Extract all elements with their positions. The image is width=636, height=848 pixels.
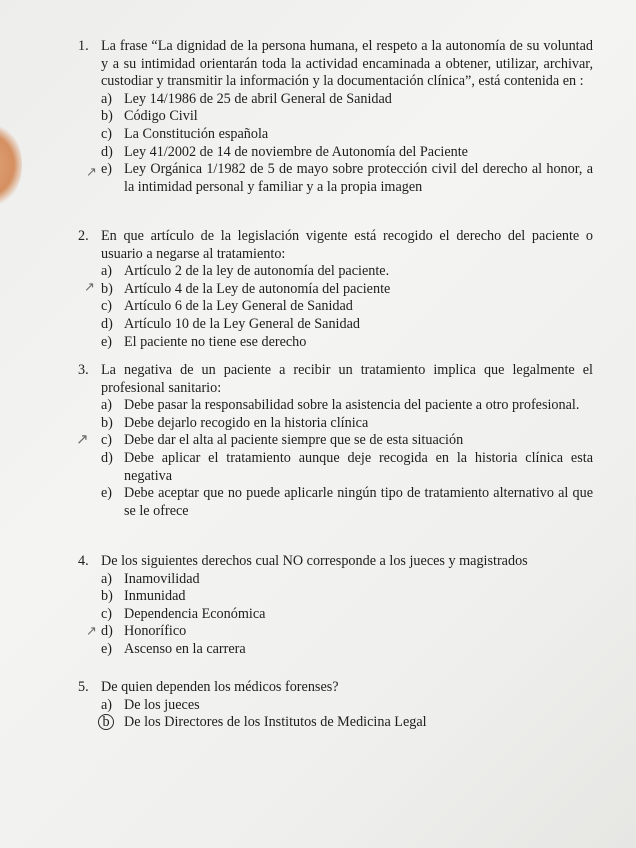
- option-b: [101, 281, 593, 299]
- answer-circle-mark: b: [98, 714, 114, 730]
- question-stem: La negativa de un paciente a recibir un tratamiento implica que legalmente el profesional sanitario:: [101, 362, 593, 396]
- option-letter: a): [101, 570, 113, 587]
- option-text: Debe dar el alta al paciente siempre que se de esta situación: [124, 432, 464, 449]
- option-text: Dependencia Económica: [124, 605, 266, 622]
- option-b: [101, 108, 593, 126]
- option-c: [101, 432, 593, 450]
- option-text: Artículo 2 de la ley de autonomía del paciente.: [124, 263, 390, 280]
- option-letter: b): [101, 414, 113, 431]
- option-letter: d): [101, 315, 113, 332]
- option-text: Debe dejarlo recogido en la historia clínica: [124, 414, 369, 431]
- option-letter: c): [101, 298, 113, 315]
- option-text: Artículo 6 de la Ley General de Sanidad: [124, 298, 353, 315]
- question-5: [78, 679, 593, 732]
- option-letter: b): [101, 588, 113, 605]
- option-letter: c): [101, 125, 113, 142]
- question-stem: De los siguientes derechos cual NO corresponde a los jueces y magistrados: [101, 553, 528, 569]
- question-number: 4.: [78, 553, 89, 569]
- option-e: [101, 485, 593, 520]
- option-letter: e): [101, 161, 113, 178]
- option-letter: d): [101, 623, 113, 640]
- option-e: [101, 641, 593, 659]
- option-a: [101, 697, 593, 715]
- question-4: [78, 553, 593, 659]
- option-text: Debe aceptar que no puede aplicarle ningún tipo de tratamiento alternativo al que se le ofrece: [124, 485, 593, 519]
- question-number: 3.: [78, 362, 89, 378]
- option-letter: e): [101, 333, 113, 350]
- option-letter: a): [101, 90, 113, 107]
- option-c: [101, 298, 593, 316]
- option-letter: c): [101, 605, 113, 622]
- option-c: [101, 606, 593, 624]
- question-number: 5.: [78, 679, 89, 695]
- option-b: [101, 714, 593, 732]
- question-1: [78, 38, 593, 196]
- pencil-tick-icon: ↗: [84, 280, 95, 295]
- question-number: 2.: [78, 228, 89, 244]
- option-text: Debe aplicar el tratamiento aunque deje recogida en la historia clínica esta negativa: [124, 449, 593, 484]
- option-d: [101, 316, 593, 334]
- option-c: [101, 126, 593, 144]
- option-letter: d): [101, 143, 113, 160]
- option-text: El paciente no tiene ese derecho: [124, 333, 307, 350]
- option-text: Artículo 10 de la Ley General de Sanidad: [124, 315, 360, 332]
- pencil-tick-icon: ↗: [76, 430, 89, 448]
- option-b: [101, 588, 593, 606]
- option-a: [101, 91, 593, 109]
- option-text: Inamovilidad: [124, 570, 200, 587]
- option-letter: c): [101, 432, 113, 449]
- question-stem: De quien dependen los médicos forenses?: [101, 679, 339, 695]
- option-text: Inmunidad: [124, 588, 186, 605]
- option-text: De los Directores de los Institutos de Medicina Legal: [124, 714, 427, 731]
- option-letter: b): [101, 280, 113, 297]
- option-e: [101, 161, 593, 196]
- question-stem: La frase “La dignidad de la persona humana, el respeto a la autonomía de su voluntad y a su intimidad orientarán toda la actividad encaminada a obtener, utilizar, archivar, custodiar y transmitir la información y la documentación clínica”, está contenida en :: [101, 38, 593, 90]
- option-e: [101, 334, 593, 352]
- option-text: Artículo 4 de la Ley de autonomía del paciente: [124, 280, 391, 297]
- option-letter: e): [101, 485, 113, 502]
- option-a: [101, 397, 593, 415]
- option-text: Ley Orgánica 1/1982 de 5 de mayo sobre protección civil del derecho al honor, a la intimidad personal y familiar y a la propia imagen: [124, 161, 593, 195]
- option-text: Ley 41/2002 de 14 de noviembre de Autonomía del Paciente: [124, 143, 468, 160]
- option-a: [101, 263, 593, 281]
- option-letter: d): [101, 449, 113, 466]
- question-stem: En que artículo de la legislación vigente está recogido el derecho del paciente o usuario a negarse al tratamiento:: [101, 228, 593, 262]
- question-3: [78, 362, 593, 520]
- option-text: Honorífico: [124, 623, 187, 640]
- option-text: Código Civil: [124, 108, 198, 125]
- option-letter: a): [101, 397, 113, 414]
- option-d: [101, 623, 593, 641]
- option-text: De los jueces: [124, 696, 200, 713]
- option-d: [101, 144, 593, 162]
- option-letter: a): [101, 263, 113, 280]
- option-d: [101, 450, 593, 485]
- question-number: 1.: [78, 38, 89, 54]
- option-letter: b): [101, 108, 113, 125]
- question-2: [78, 228, 593, 351]
- pencil-tick-icon: ↗: [86, 165, 97, 180]
- option-letter: e): [101, 640, 113, 657]
- option-b: [101, 415, 593, 433]
- option-text: Ascenso en la carrera: [124, 640, 246, 657]
- option-letter: a): [101, 696, 113, 713]
- option-text: La Constitución española: [124, 125, 269, 142]
- option-a: [101, 571, 593, 589]
- option-text: Ley 14/1986 de 25 de abril General de Sanidad: [124, 90, 392, 107]
- option-text: Debe pasar la responsabilidad sobre la asistencia del paciente a otro profesional.: [124, 397, 580, 414]
- pencil-tick-icon: ↗: [86, 624, 97, 639]
